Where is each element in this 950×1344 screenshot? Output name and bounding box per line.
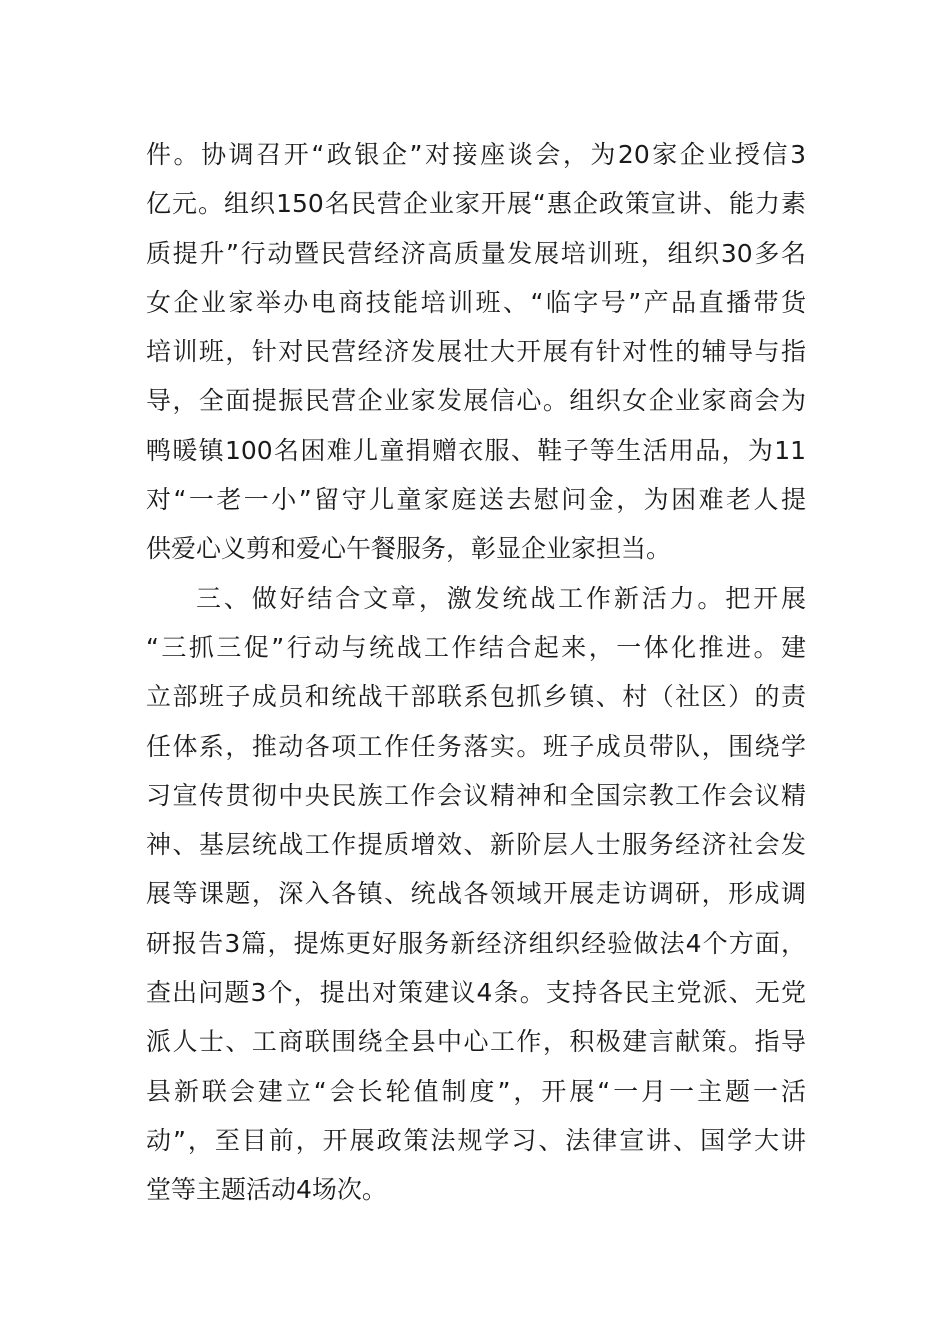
- paragraph-line: 习宣传贯彻中央民族工作会议精神和全国宗教工作会议精: [146, 780, 806, 810]
- paragraph-line: 研报告3篇，提炼更好服务新经济组织经验做法4个方面，: [146, 928, 806, 958]
- paragraph-line: 供爱心义剪和爱心午餐服务，彰显企业家担当。: [146, 534, 672, 564]
- paragraph-line: 展等课题，深入各镇、统战各领域开展走访调研，形成调: [146, 879, 806, 909]
- paragraph-line: 亿元。组织150名民营企业家开展“惠企政策宣讲、能力素: [146, 189, 806, 219]
- paragraph-line: 任体系，推动各项工作任务落实。班子成员带队，围绕学: [146, 731, 806, 761]
- paragraph-line: 质提升”行动暨民营经济高质量发展培训班，组织30多名: [146, 238, 806, 268]
- paragraph-line: 动”，至目前，开展政策法规学习、法律宣讲、国学大讲: [146, 1125, 806, 1155]
- paragraph-line: 对“一老一小”留守儿童家庭送去慰问金，为困难老人提: [146, 485, 806, 515]
- document-body: [146, 130, 806, 1215]
- paragraph-line: 神、基层统战工作提质增效、新阶层人士服务经济社会发: [146, 830, 806, 860]
- paragraph-line: 培训班，针对民营经济发展壮大开展有针对性的辅导与指: [146, 337, 806, 367]
- paragraph-line: 鸭暖镇100名困难儿童捐赠衣服、鞋子等生活用品，为11: [146, 435, 806, 465]
- paragraph-line: 堂等主题活动4场次。: [146, 1175, 387, 1205]
- paragraph-line: 女企业家举办电商技能培训班、“临字号”产品直播带货: [146, 287, 806, 317]
- paragraph-line: 派人士、工商联围绕全县中心工作，积极建言献策。指导: [146, 1027, 806, 1057]
- paragraph-line: 县新联会建立“会长轮值制度”，开展“一月一主题一活: [146, 1076, 806, 1106]
- paragraph-line: 件。协调召开“政银企”对接座谈会，为20家企业授信3: [146, 140, 806, 169]
- paragraph-line: 导，全面提振民营企业家发展信心。组织女企业家商会为: [146, 386, 806, 416]
- section-heading-line: 三、做好结合文章，激发统战工作新活力。把开展: [196, 583, 806, 613]
- paragraph-line: “三抓三促”行动与统战工作结合起来，一体化推进。建: [146, 632, 806, 662]
- paragraph-line: 立部班子成员和统战干部联系包抓乡镇、村（社区）的责: [146, 682, 806, 712]
- paragraph-line: 查出问题3个，提出对策建议4条。支持各民主党派、无党: [146, 978, 806, 1008]
